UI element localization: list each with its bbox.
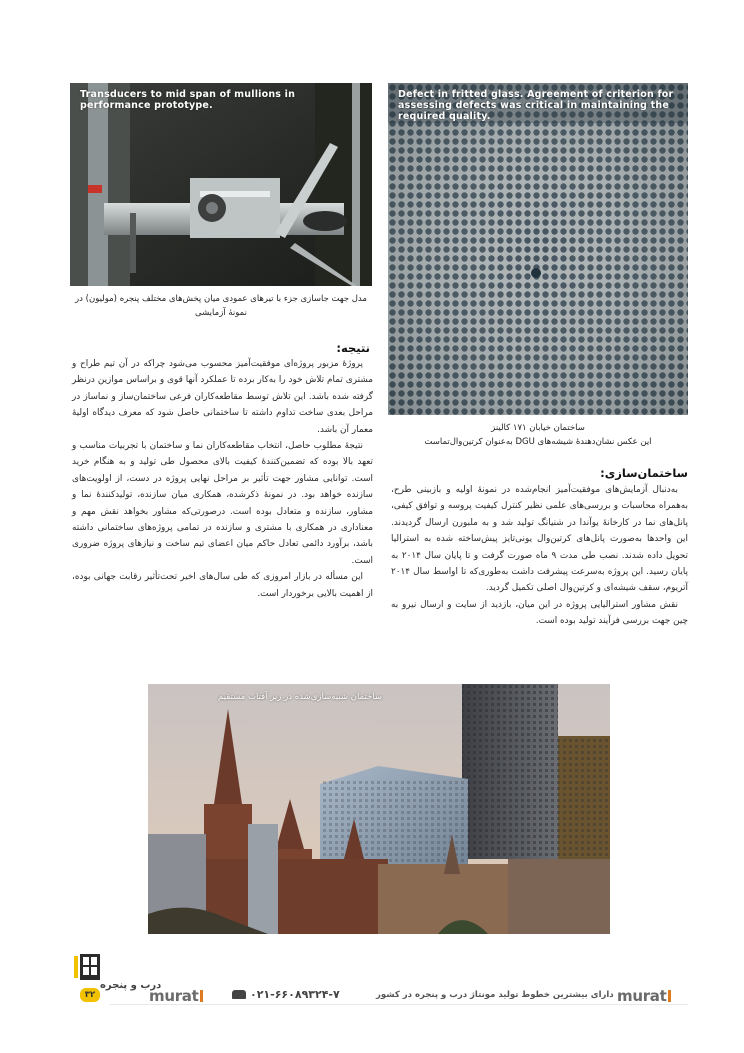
fritted-glass-photo xyxy=(388,83,688,415)
murat-logo xyxy=(617,987,671,1005)
transducer-photo-caption: مدل جهت جاسازی جزء با تیرهای عمودی میان پخش‌های مختلف پنجره (مولیون) در نمونهٔ آزمایشی xyxy=(75,294,367,318)
result-body xyxy=(72,356,373,602)
city-skyline-photo xyxy=(148,684,610,934)
construction-body xyxy=(391,482,688,630)
construction-paragraph: به‌دنبال آزمایش‌های موفقیت‌آمیز انجام‌شده در نمونهٔ اولیه و بازبینی طرح، به‌همراه محاسبات و بررسی‌های علمی نظیر کنترل کیفیت پروسه و توافق کیفی، پانل‌های نما در کارخانهٔ یوآندا در شنیانگ تولید شد و به ملبورن ارسال گردیدند. این واحدها به‌صورت پانل‌های کرتین‌وال یونی‌تایز پیش‌ساخته شده به استرالیا تحویل داده شدند. نصب طی مدت ۹ ماه صورت گرفت و تا پایان سال ۲۰۱۴ به پایان رسید. این پروژه به‌سرعت پیشرفت داشت به‌طوری‌که تا اواسط سال ۲۰۱۴ آتریوم، سقف شیشه‌ای و کرتین‌وال اصلی تکمیل گردید. xyxy=(391,485,688,594)
brand-accent-bar xyxy=(668,990,671,1002)
brand-name: murat xyxy=(149,987,199,1005)
magazine-title: درب و پنجره xyxy=(100,980,162,991)
transducer-photo-overlay-text: Transducers to mid span of mullions in performance prototype. xyxy=(80,89,296,111)
result-paragraph: پروژهٔ مزبور پروژه‌ای موفقیت‌آمیز محسوب می‌شود چراکه در آن تیم طراح و مشتری تمام تلاش خود را به‌کار برده تا عملکرد آنها قوی و براساس موازین درنظر گرفته شده باشد. این تلاش توسط مقاطعه‌کاران فرعی ساختمان‌ساز و نماساز در مراحل بعدی ساخت تداوم داشته تا ساختمانی حاصل شود که معرف دیدگاه اولیهٔ معمار آن باشد. xyxy=(72,359,373,435)
phone-icon xyxy=(232,990,246,999)
brand-accent-bar xyxy=(200,990,203,1002)
page-number: ۳۲ xyxy=(80,988,100,1002)
phone-number: ۰۲۱-۶۶۰۸۹۳۲۴-۷ xyxy=(250,988,340,1001)
construction-paragraph: نقش مشاور استرالیایی پروژه در این میان، بازدید از سایت و ارسال نیرو به چین جهت بررسی فرآیند تولید بوده است. xyxy=(391,599,688,627)
footer-phone xyxy=(232,988,340,1001)
glass-caption-line-1: ساختمان خیابان ۱۷۱ کالینز xyxy=(491,423,585,433)
result-paragraph: این مسأله در بازار امروزی که طی سال‌های اخیر تحت‌تأثیر رقابت جهانی بوده، از اهمیت بالایی برخوردار است. xyxy=(72,572,373,599)
result-paragraph: نتیجهٔ مطلوب حاصل، انتخاب مقاطعه‌کاران نما و ساختمان با تجربیات مناسب و تعهد بالا بوده که تضمین‌کنندهٔ کیفیت بالای محصول طی تولید و به هنگام خرید است. توانایی مشاور جهت تأثیر بر مراحل نهایی پروژه در دست، از اولویت‌های سازنده خواهد بود. در نمونهٔ ذکرشده، همکاری میان سازنده، تولیدکنندهٔ نما و مشاور، سازنده و متعادل بوده است. درصورتی‌که مشاور بخواهد نقش مهم و معناداری در همکاری با مشتری و سازنده در تمامی پروژه‌های ساختمانی داشته باشد، برآورد دائمی تعادل حاکم میان اعضای تیم ساخت و نیازهای پروژه ضروری است. xyxy=(72,441,373,566)
result-heading: نتیجه: xyxy=(336,341,370,355)
brand-name: murat xyxy=(617,987,667,1005)
transducer-prototype-photo xyxy=(70,83,372,286)
city-photo-caption: ساختمان شبیه‌سازی‌شده در زیر آفتاب مستقیم xyxy=(218,692,382,702)
footer-slogan: دارای بیشترین خطوط تولید مونتاژ درب و پنجره در کشور xyxy=(376,990,614,1000)
glass-photo-overlay-text: Defect in fritted glass. Agreement of criterion for assessing defects was critical in maintaining the required quality. xyxy=(398,89,674,122)
glass-caption-line-2: این عکس نشان‌دهندهٔ شیشه‌های DGU به‌عنوان کرتین‌وال‌تماست xyxy=(424,437,652,447)
glass-photo-caption xyxy=(388,421,688,449)
construction-heading: ساختمان‌سازی: xyxy=(600,466,688,480)
